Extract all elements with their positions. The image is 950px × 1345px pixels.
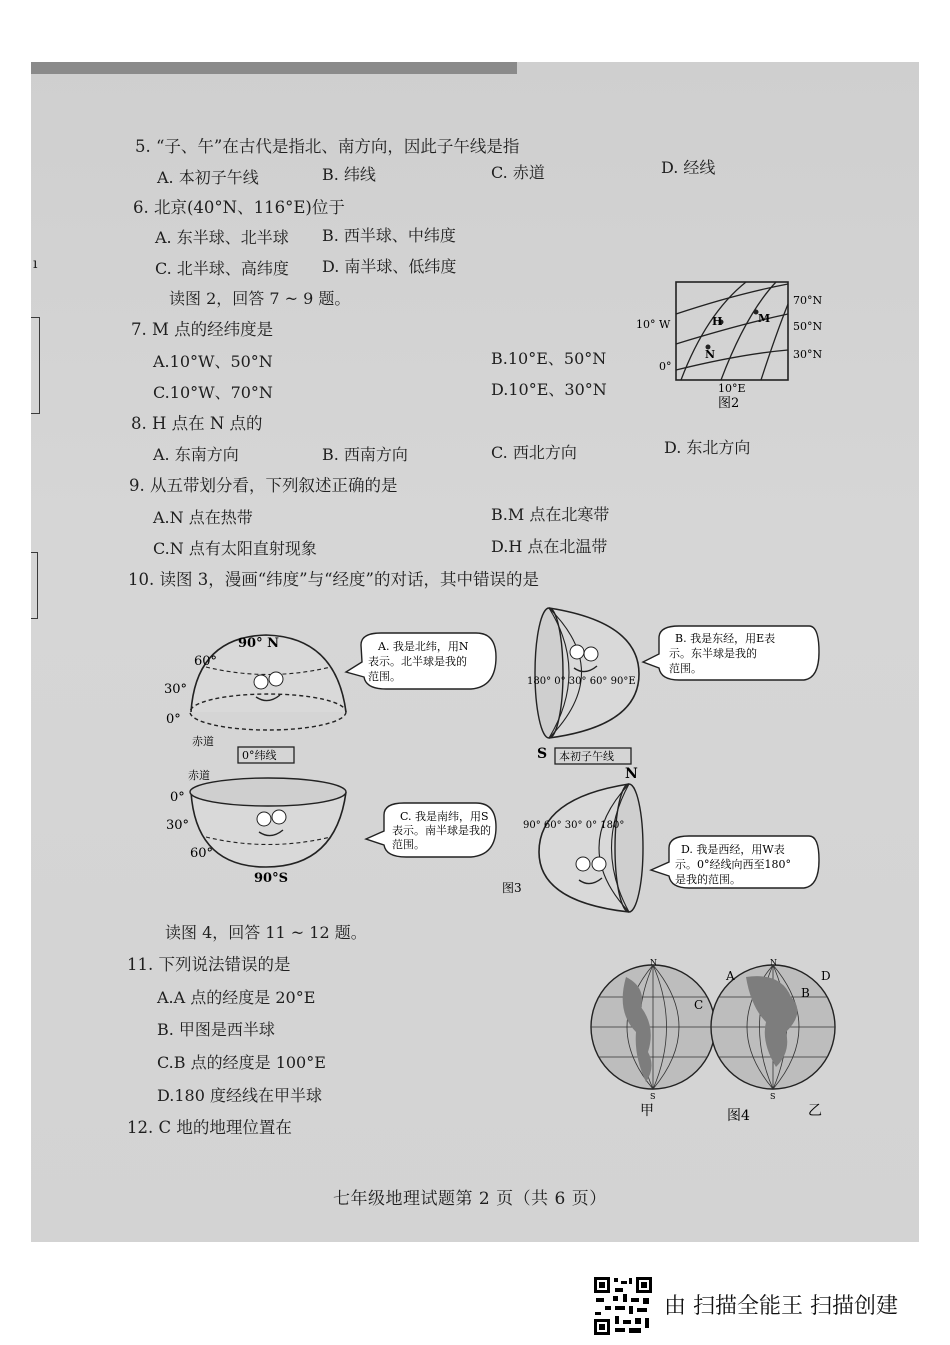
fig2-lon-10e: 10°E: [718, 382, 746, 395]
q5-option-a: A. 本初子午线: [157, 168, 259, 187]
fig4-point-b: B: [801, 986, 810, 1000]
fig4-point-d: D: [821, 969, 831, 983]
fig3-equator-bottom: 赤道: [188, 769, 210, 782]
fig4-label-jia: 甲: [640, 1103, 654, 1119]
bubble-c-line2: 表示。南半球是我的: [392, 824, 491, 837]
read-fig4-instruction: 读图 4，回答 11 ~ 12 题。: [165, 923, 367, 942]
q5-option-d: D. 经线: [661, 158, 716, 177]
scanned-exam-page: [31, 62, 919, 1242]
fig3-n0: 0°: [166, 712, 181, 727]
fig3-s30: 30°: [166, 818, 190, 833]
fig3-s-label: S: [537, 746, 548, 762]
q5-option-c: C. 赤道: [491, 163, 545, 182]
fig4-label-yi: 乙: [808, 1103, 822, 1119]
q9-option-b: B.M 点在北寒带: [491, 505, 610, 524]
fig4-n-right: N: [770, 958, 777, 967]
q7-option-c: C.10°W、70°N: [153, 383, 273, 402]
q11-option-d: D.180 度经线在甲半球: [157, 1086, 322, 1105]
figure-3-latitude-cartoon: [156, 627, 522, 932]
q8-stem: 8. H 点在 N 点的: [131, 414, 263, 433]
q5-stem: 5. “子、午”在古代是指北、南方向，因此子午线是指: [135, 137, 520, 156]
fig2-point-h: H: [712, 315, 723, 328]
q9-option-c: C.N 点有太阳直射现象: [153, 539, 317, 558]
q11-option-c: C.B 点的经度是 100°E: [157, 1053, 326, 1072]
q8-option-a: A. 东南方向: [153, 445, 239, 464]
bubble-a-line1: A. 我是北纬，用N: [378, 640, 469, 653]
fig4-point-a: A: [726, 969, 735, 983]
fig3-caption: 图3: [502, 881, 522, 895]
bubble-d-line1: D. 我是西经，用W表: [681, 843, 785, 856]
q8-option-d: D. 东北方向: [664, 438, 751, 457]
q11-option-b: B. 甲图是西半球: [157, 1020, 275, 1039]
read-fig2-instruction: 读图 2，回答 7 ~ 9 题。: [169, 289, 351, 308]
fig3-west-ticks: 90° 60° 30° 0° 180°: [523, 820, 625, 831]
q12-stem: 12. C 地的地理位置在: [127, 1118, 292, 1137]
q8-option-c: C. 西北方向: [491, 443, 577, 462]
bubble-d-line3: 是我的范围。: [675, 873, 741, 886]
q7-option-a: A.10°W、50°N: [153, 352, 273, 371]
scanner-brand-text: 由 扫描全能王 扫描创建: [664, 1294, 898, 1319]
fig3-equator-top: 赤道: [192, 735, 214, 748]
q11-stem: 11. 下列说法错误的是: [127, 955, 291, 974]
fig3-zero-lat-label: 0°纬线: [242, 749, 277, 762]
margin-box-2: [31, 552, 38, 619]
q9-stem: 9. 从五带划分看，下列叙述正确的是: [129, 476, 398, 495]
bubble-a-line3: 范围。: [368, 670, 401, 683]
figure-2-latlon-grid: [626, 274, 836, 414]
q9-option-a: A.N 点在热带: [153, 508, 253, 527]
q6-option-b: B. 西半球、中纬度: [322, 226, 456, 245]
scan-top-shadow: [31, 62, 517, 74]
q7-stem: 7. M 点的经纬度是: [131, 320, 274, 339]
bubble-b-line1: B. 我是东经，用E表: [675, 632, 776, 645]
q8-option-b: B. 西南方向: [322, 445, 408, 464]
q10-stem: 10. 读图 3，漫画“纬度”与“经度”的对话，其中错误的是: [128, 570, 539, 589]
fig4-point-c: C: [694, 998, 704, 1012]
bubble-b-line2: 示。东半球是我的: [669, 647, 757, 660]
fig4-s-left: S: [650, 1092, 656, 1101]
fig3-n60: 60°: [194, 654, 218, 669]
margin-mark: ı: [33, 256, 38, 272]
fig2-lon-0: 0°: [659, 360, 672, 373]
page-footer: 七年级地理试题第 2 页（共 6 页）: [333, 1189, 607, 1209]
q11-option-a: A.A 点的经度是 20°E: [157, 988, 316, 1007]
q9-option-d: D.H 点在北温带: [491, 537, 608, 556]
q5-option-b: B. 纬线: [322, 165, 376, 184]
qr-code-icon: [593, 1276, 653, 1336]
fig4-n-left: N: [650, 958, 657, 967]
bubble-d-line2: 示。0°经线向西至180°: [675, 858, 791, 871]
fig4-caption: 图4: [727, 1108, 750, 1124]
bubble-c-line1: C. 我是南纬，用S: [400, 810, 489, 823]
fig2-caption: 图2: [718, 396, 740, 411]
fig2-lat-50n: 50°N: [793, 320, 823, 333]
fig3-s0: 0°: [170, 790, 185, 805]
fig2-lon-10w: 10° W: [636, 318, 671, 331]
fig3-n-label: N: [625, 766, 638, 782]
fig2-lat-70n: 70°N: [793, 294, 823, 307]
fig4-s-right: S: [770, 1092, 776, 1101]
q6-stem: 6. 北京(40°N、116°E)位于: [133, 198, 345, 217]
fig3-s60: 60°: [190, 846, 214, 861]
fig3-n30: 30°: [164, 682, 188, 697]
q6-option-a: A. 东半球、北半球: [155, 228, 289, 247]
fig2-point-m: M: [758, 312, 771, 325]
bubble-a-line2: 表示。北半球是我的: [368, 655, 467, 668]
fig2-point-n: N: [705, 348, 716, 361]
margin-box-1: [31, 317, 40, 414]
figure-4-hemispheres: [586, 957, 866, 1127]
q6-option-d: D. 南半球、低纬度: [322, 257, 457, 276]
q7-option-d: D.10°E、30°N: [491, 380, 607, 399]
fig3-east-ticks: 180° 0° 30° 60° 90°E: [527, 676, 636, 687]
q6-option-c: C. 北半球、高纬度: [155, 259, 289, 278]
bubble-b-line3: 范围。: [669, 662, 702, 675]
fig3-south-pole: 90°S: [254, 871, 288, 886]
fig3-north-pole: 90° N: [238, 636, 279, 651]
q7-option-b: B.10°E、50°N: [491, 349, 607, 368]
fig2-lat-30n: 30°N: [793, 348, 823, 361]
figure-3-longitude-cartoon: [519, 602, 819, 912]
bubble-c-line3: 范围。: [392, 838, 425, 851]
fig3-meridian-label: 本初子午线: [559, 750, 614, 763]
